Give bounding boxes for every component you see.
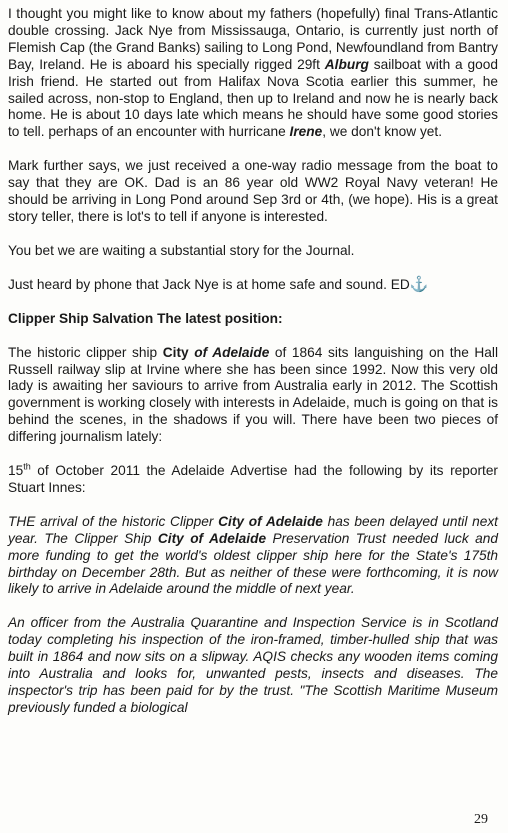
ship-name: City of Adelaide bbox=[218, 513, 323, 529]
anchor-icon: ⚓ bbox=[409, 275, 429, 293]
ship-name: City bbox=[162, 344, 195, 360]
text-run: Just heard by phone that Jack Nye is at home safe and sound. ED bbox=[8, 276, 410, 292]
paragraph-clipper-ship bbox=[8, 345, 498, 446]
text-run: The historic clipper ship bbox=[8, 344, 163, 360]
text-run: I thought you might like to know about my fathers (hopefully) final Trans-Atlantic double crossing. Jack Nye from Mississauga, Ontario, is currently just north of Flemish Cap (the Grand Banks) sailing to Long Pond, Newfoundland from Bantry Bay, Ireland. He is aboard his specially rigged 29ft bbox=[8, 6, 498, 72]
page-number: 29 bbox=[474, 812, 488, 827]
paragraph-advertiser-intro bbox=[8, 463, 498, 497]
paragraph-safe-at-home bbox=[8, 277, 498, 294]
text-run: has been delayed until next year. The Clipper Ship bbox=[8, 513, 498, 546]
paragraph-waiting-story: You bet we are waiting a substantial story for the Journal. bbox=[8, 242, 355, 258]
article-body bbox=[8, 6, 498, 717]
paragraph-radio-message: Mark further says, we just received a one-way radio message from the boat to say that they are OK. Dad is an 86 year old WW2 Royal Navy veteran! He should be arriving in Long Pond around Sep 3rd or 4th, (we hope). His is a great story teller, there is lot's to tell if anyone is interested. bbox=[8, 158, 498, 224]
ship-name: City of Adelaide bbox=[157, 530, 267, 546]
paragraph-quote-delay bbox=[8, 514, 498, 599]
text-run: Preservation Trust needed luck and more funding to get the world's oldest clipper ship here for the State's 175th birthday on December 28th. But as neither of these were forthcoming, it is now likely to arrive in Adelaide around the middle of next year. bbox=[8, 530, 498, 597]
text-run: , we don't know yet. bbox=[322, 124, 443, 140]
text-run: THE arrival of the historic Clipper bbox=[8, 513, 219, 529]
section-heading: Clipper Ship Salvation The latest position: bbox=[8, 310, 283, 326]
hurricane-name: Irene bbox=[289, 124, 323, 140]
text-run: sailboat with a good Irish friend. He started out from Halifax Nova Scotia earlier this summer, he sailed across, non-stop to England, then up to Ireland and now he is nearly back home. He is about 10 days late which means he should have some good stories to tell. perhaps of an encounter with hurricane bbox=[8, 56, 498, 140]
paragraph-quote-aqis: An officer from the Australia Quarantine and Inspection Service is in Scotland today completing his inspection of the iron-framed, timber-hulled ship that was built in 1864 and now sits on a slipway. AQIS checks any wooden items coming into Australia and looks for, unwanted pests, insects and diseases. The inspector's trip has been paid for by the trust. "The Scottish Maritime Museum previously funded a biological bbox=[8, 615, 498, 715]
paragraph-jack-nye-crossing bbox=[8, 6, 498, 141]
date-suffix: th bbox=[23, 461, 31, 472]
text-run: of October 2011 the Adelaide Advertise had the following by its reporter Stuart Innes: bbox=[8, 463, 498, 495]
boat-name: Alburg bbox=[324, 56, 369, 72]
text-run: of 1864 sits languishing on the Hall Russell railway slip at Irvine where she has been since 1992. Now this very old lady is awaiting her saviours to arrive from Australia early in 2012. The Scottish government is working closely with interests in Adelaide, much is going on that is behind the scenes, in the shadows if you will. There have been two pieces of differing journalism lately: bbox=[8, 344, 498, 445]
date-day: 15 bbox=[8, 463, 24, 479]
ship-name: of Adelaide bbox=[194, 344, 270, 360]
